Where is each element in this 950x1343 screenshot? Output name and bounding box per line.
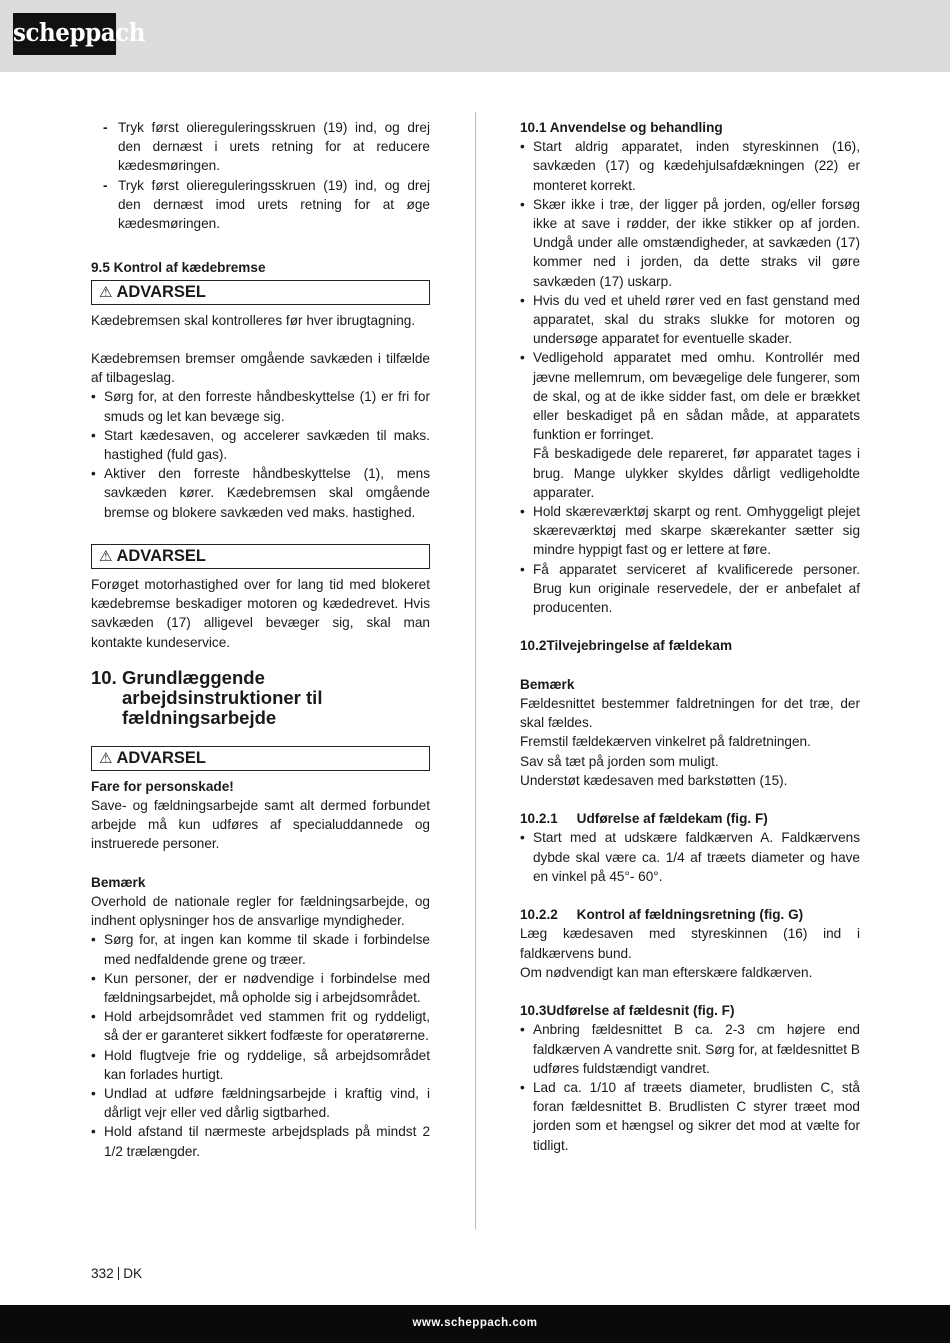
list-item: - Tryk først oliereguleringsskruen (19) ind, og drej den dernæst i urets retning for at reducere kædesmøringen. <box>103 120 430 174</box>
paragraph: Save- og fældningsarbejde samt alt dermed forbundet arbejde må kun udføres af specialuddannede og instruerede personer. <box>91 798 430 852</box>
section-10-1-heading: 10.1 Anvendelse og behandling <box>520 120 723 135</box>
right-column <box>520 118 860 1155</box>
brake-check-list <box>91 387 430 521</box>
list-item: • Vedligehold apparatet med omhu. Kontrollér med jævne mellemrum, om bevægelige dele fungerer, som de skal, og at de ikke sidder fast, om dele er brækket eller beskadiget på en sådan måde, at apparatets funktion er forringet. Få beskadigede dele repareret, før apparatet tages i brug. Mange ulykker skyldes dårligt vedligeholdte apparater. <box>520 350 860 500</box>
list-item: • Sørg for, at ingen kan komme til skade i forbindelse med nedfaldende grene og træer. <box>91 932 430 967</box>
list-item: • Kun personer, der er nødvendige i forbindelse med fældningsarbejdet, må opholde sig i arbejdsområdet. <box>91 970 430 1006</box>
felling-cut-list <box>520 1020 860 1154</box>
list-item: • Hvis du ved et uheld rører ved en fast genstand med apparatet, skal du straks slukke for motoren og undersøge apparatet for eventuelle skader. <box>520 292 860 347</box>
list-item: • Start kædesaven, og accelerer savkæden til maks. hastighed (fuld gas). <box>91 427 430 463</box>
list-item: • Anbring fældesnittet B ca. 2-3 cm højere end faldkærven A vandrette snit. Sørg for, at fældesnittet B udføres fuldstændigt vandret. <box>520 1022 860 1076</box>
website-link[interactable]: www.scheppach.com <box>412 1317 538 1329</box>
paragraph: Læg kædesaven med styreskinnen (16) ind i faldkærvens bund. <box>520 926 860 961</box>
note-heading: Bemærk <box>91 874 146 890</box>
warning-triangle-icon: ⚠ <box>99 283 113 301</box>
page-number: 332 DK <box>91 1266 143 1281</box>
paragraph: Kædebremsen skal kontrolleres før hver ibrugtagning. <box>91 312 416 328</box>
section-10-2-1-heading: 10.2.1 Udførelse af fældekam (fig. F) <box>520 811 768 827</box>
list-item: • Undlad at udføre fældningsarbejde i kraftig vind, i dårligt vejr eller ved dårlig sigtbarhed. <box>91 1086 430 1121</box>
section-9-5-heading: 9.5 Kontrol af kædebremse <box>91 260 266 276</box>
warning-box: ⚠ ADVARSEL <box>91 544 430 569</box>
list-item: • Få apparatet serviceret af kvalificerede personer. Brug kun originale reservedele, der er anbefalet af producenten. <box>520 561 860 616</box>
warning-triangle-icon: ⚠ <box>99 548 113 566</box>
danger-heading: Fare for personskade! <box>91 778 234 794</box>
list-item: • Hold afstand til nærmeste arbejdsplads på mindst 2 1/2 trælængder. <box>91 1124 430 1159</box>
list-item: • Sørg for, at den forreste håndbeskyttelse (1) er fri for smuds og let kan bevæge sig. <box>91 389 430 424</box>
paragraph: Overhold de nationale regler for fældningsarbejde, og indhent oplysninger hos de ansvarlige myndigheder. <box>91 894 430 929</box>
section-10-2-2-heading: 10.2.2 Kontrol af fældningsretning (fig. G) <box>520 907 804 923</box>
section-10-heading: 10. Grundlæggende arbejdsinstruktioner til fældningsarbejde <box>91 666 323 728</box>
page-header <box>0 0 950 72</box>
left-column <box>91 118 430 1161</box>
warning-box: ⚠ ADVARSEL <box>91 280 430 305</box>
list-item: • Hold skæreværktøj skarpt og rent. Omhyggeligt plejet skæreværktøj med skarpe skærekanter sætter sig mindre hyppigt fast og er lettere at føre. <box>520 504 860 558</box>
brand-logo: scheppach <box>13 13 116 55</box>
list-item: • Lad ca. 1/10 af træets diameter, brudlisten C, stå foran fældesnittet B. Brudlisten C styrer træet mod jorden som et hængsel og sikrer det mod at vælte for tidligt. <box>520 1080 860 1153</box>
paragraph: Sav så tæt på jorden som muligt. <box>520 753 719 769</box>
warning-triangle-icon: ⚠ <box>99 749 113 767</box>
paragraph: Forøget motorhastighed over for lang tid med blokeret kædebremse beskadiger motoren og kædedrevet. Hvis savkæden (17) alligevel bevæger sig, skal man kontakte kundeservice. <box>91 577 430 650</box>
column-divider <box>475 112 476 1230</box>
list-item: • Start med at udskære faldkærven A. Faldkærvens dybde skal være ca. 1/4 af træets diameter og have en vinkel på 45°- 60°. <box>520 830 860 884</box>
list-item: • Skær ikke i træ, der ligger på jorden, og/eller forsøg ikke at save i rødder, der ikke stikker op af jorden. Undgå under alle omstændigheder, at savkæden (17) kommer ned i jorden, da dette straks vil gøre savkæden (17) uskarp. <box>520 196 860 289</box>
usage-list <box>520 137 860 617</box>
note-heading: Bemærk <box>520 676 575 692</box>
section-10-3-heading: 10.3Udførelse af fældesnit (fig. F) <box>520 1003 735 1019</box>
paragraph: Fremstil fældekærven vinkelret på faldretningen. <box>520 734 811 750</box>
list-item: • Hold arbejdsområdet ved stammen frit og ryddeligt, så der er garanteret sikkert fodfæste for operatørerne. <box>91 1009 430 1044</box>
section-10-2-heading: 10.2Tilvejebringelse af fældekam <box>520 638 733 654</box>
paragraph: Fældesnittet bestemmer faldretningen for det træ, der skal fældes. <box>520 696 860 731</box>
notch-list <box>520 828 860 886</box>
page-footer <box>0 1305 950 1343</box>
list-item: - Tryk først oliereguleringsskruen (19) ind, og drej den dernæst imod urets retning for at øge kædesmøringen. <box>103 177 430 232</box>
warning-box: ⚠ ADVARSEL <box>91 746 430 771</box>
felling-safety-list <box>91 930 430 1160</box>
list-item: • Hold flugtveje frie og ryddelige, så arbejdsområdet kan forlades hurtigt. <box>91 1047 430 1082</box>
paragraph: Om nødvendigt kan man efterskære faldkærven. <box>520 964 813 980</box>
list-item: • Aktiver den forreste håndbeskyttelse (1), mens savkæden kører. Kædebremsen skal omgående bremse og blokere savkæden ved maks. hastighed. <box>91 466 430 520</box>
oil-adjust-list <box>91 118 430 233</box>
paragraph: Understøt kædesaven med barkstøtten (15). <box>520 772 788 788</box>
paragraph: Kædebremsen bremser omgående savkæden i tilfælde af tilbageslag. <box>91 351 430 386</box>
list-item: • Start aldrig apparatet, inden styreskinnen (16), savkæden (17) og kædehjulsafdækningen (22) er monteret korrekt. <box>520 139 860 193</box>
